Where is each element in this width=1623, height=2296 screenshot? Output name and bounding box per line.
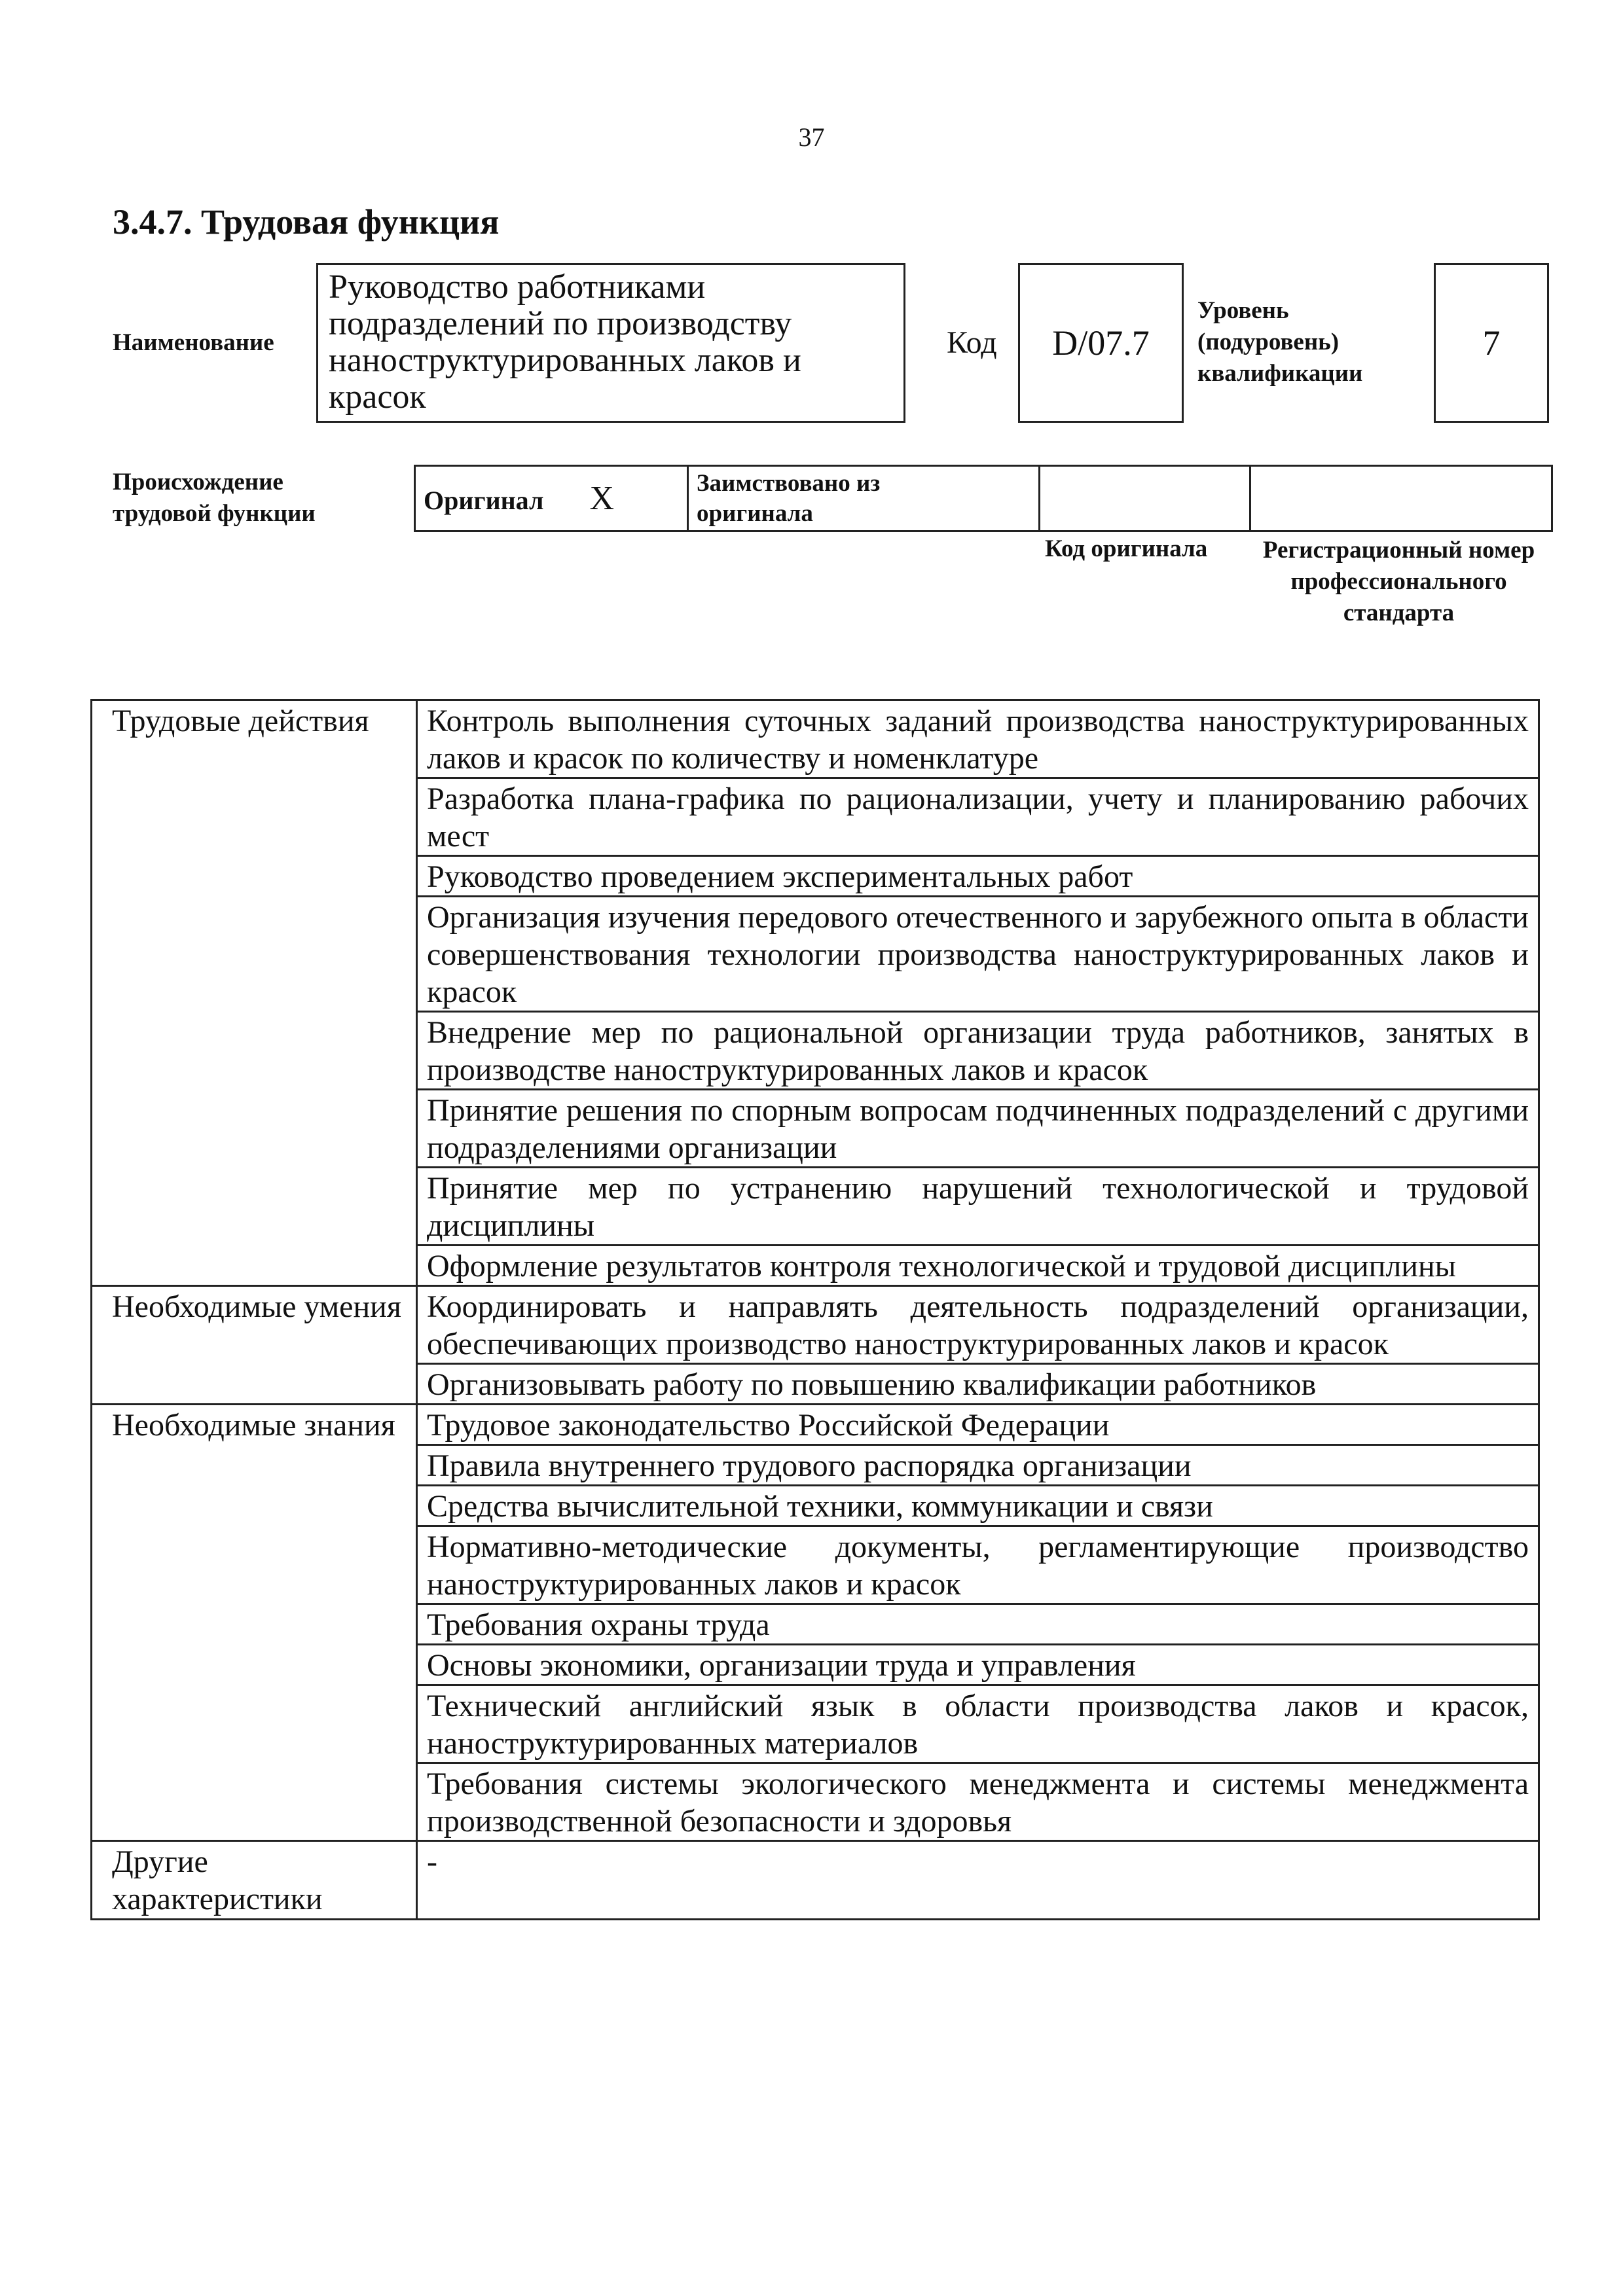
origin-label-text: Происхождение трудовой функции (113, 469, 316, 527)
function-details-table (90, 699, 1540, 1920)
level-label-text: Уровень (подуровень) квалификации (1197, 297, 1363, 387)
table-row (92, 1841, 1539, 1920)
function-name-box: Руководство работниками подразделений по производству наноструктурированных лаков и красок (316, 263, 905, 423)
reg-number-cell (1250, 466, 1552, 531)
borrowed-label: Заимствовано из оригинала (697, 469, 881, 527)
section-item: Оформление результатов контроля технологической и трудовой дисциплины (417, 1246, 1539, 1286)
section-item: Технический английский язык в области производства лаков и красок, наноструктурированных материалов (417, 1685, 1539, 1763)
section-item: Требования системы экологического менеджмента и системы менеджмента производственной безопасности и здоровья (417, 1763, 1539, 1841)
table-row (92, 700, 1539, 778)
table-row (92, 1405, 1539, 1445)
section-item: Требования охраны труда (417, 1604, 1539, 1645)
section-item: Организация изучения передового отечественного и зарубежного опыта в области совершенствования технологии производства наноструктурированных лаков и красок (417, 897, 1539, 1012)
section-item: Организовывать работу по повышению квалификации работников (417, 1364, 1539, 1405)
original-label: Оригинал (424, 486, 544, 515)
section-item: Правила внутреннего трудового распорядка организации (417, 1445, 1539, 1486)
reg-number-caption: Регистрационный номер профессионального стандарта (1262, 537, 1535, 626)
section-item: Нормативно-методические документы, регламентирующие производство наноструктурированных лаков и красок (417, 1526, 1539, 1604)
section-category: Другие характеристики (92, 1841, 417, 1920)
name-label: Наименование (113, 329, 274, 356)
section-category: Необходимые знания (92, 1405, 417, 1841)
original-cell (415, 466, 688, 531)
origin-label (113, 467, 374, 529)
original-code-cell (1040, 466, 1250, 531)
section-category: Трудовые действия (92, 700, 417, 1286)
origin-table (414, 465, 1553, 532)
function-code-box: D/07.7 (1018, 263, 1184, 423)
section-item: Принятие решения по спорным вопросам подчиненных подразделений с другими подразделениями организации (417, 1090, 1539, 1168)
section-item: Принятие мер по устранению нарушений технологической и трудовой дисциплины (417, 1168, 1539, 1246)
section-item: Трудовое законодательство Российской Федерации (417, 1405, 1539, 1445)
level-label (1197, 295, 1420, 389)
code-original-caption: Код оригинала (1045, 535, 1208, 562)
section-item: Разработка плана-графика по рационализации, учету и планированию рабочих мест (417, 778, 1539, 856)
section-item: Внедрение мер по рациональной организации труда работников, занятых в производстве наноструктурированных лаков и красок (417, 1012, 1539, 1090)
qualification-level-box: 7 (1434, 263, 1549, 423)
section-item: Координировать и направлять деятельность подразделений организации, обеспечивающих производство наноструктурированных лаков и красок (417, 1286, 1539, 1364)
section-item: Средства вычислительной техники, коммуникации и связи (417, 1486, 1539, 1526)
table-row (92, 1286, 1539, 1364)
code-label: Код (947, 325, 997, 360)
borrowed-cell (688, 466, 1040, 531)
section-item: Руководство проведением экспериментальных работ (417, 856, 1539, 897)
section-title: 3.4.7. Трудовая функция (113, 202, 500, 242)
section-category: Необходимые умения (92, 1286, 417, 1405)
original-mark: X (589, 480, 615, 517)
section-item: Контроль выполнения суточных заданий производства наноструктурированных лаков и красок по количеству и номенклатуре (417, 700, 1539, 778)
section-item: - (417, 1841, 1539, 1920)
page-number: 37 (798, 122, 825, 152)
section-item: Основы экономики, организации труда и управления (417, 1645, 1539, 1685)
